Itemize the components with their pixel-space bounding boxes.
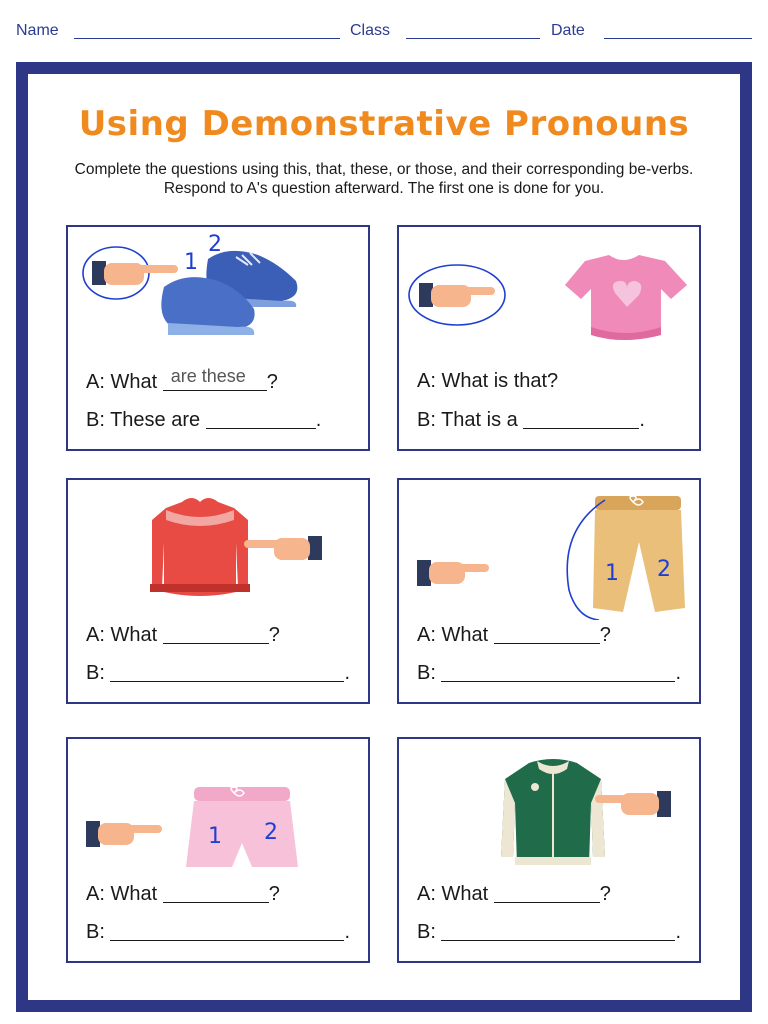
handwritten-note-1: 1 <box>208 824 222 849</box>
answer-b <box>417 408 645 432</box>
worksheet-header <box>0 0 768 60</box>
exercise-card-shorts <box>66 737 370 963</box>
pointing-hand-left-icon <box>595 791 671 817</box>
answer-b-suffix: . <box>675 921 682 943</box>
worksheet-body <box>28 74 740 1000</box>
question-a-prefix: A: What <box>86 883 163 905</box>
question-a-suffix: ? <box>599 624 611 646</box>
answer-blank-a[interactable] <box>163 366 267 391</box>
jacket-illustration <box>399 739 699 879</box>
pink-tshirt-icon <box>565 255 687 340</box>
pants-illustration <box>399 480 699 620</box>
name-field[interactable] <box>74 38 340 39</box>
answer-blank-a[interactable] <box>494 882 600 903</box>
answer-blank-a[interactable] <box>494 623 600 644</box>
question-a-suffix: ? <box>268 624 280 646</box>
answer-blank-b[interactable] <box>206 408 316 429</box>
answer-blank-b[interactable] <box>441 920 675 941</box>
answer-b <box>86 920 350 944</box>
question-a-prefix: A: What <box>417 883 494 905</box>
sneakers-icon <box>161 251 297 335</box>
name-label: Name <box>16 22 59 39</box>
answer-b-suffix: . <box>344 662 351 684</box>
answer-blank-b[interactable] <box>523 408 639 429</box>
worksheet-frame <box>16 62 752 1012</box>
question-a <box>86 623 280 647</box>
question-a-prefix: A: What <box>86 371 163 393</box>
pointing-hand-right-icon <box>417 560 489 586</box>
answer-blank-b[interactable] <box>110 920 344 941</box>
date-label: Date <box>551 22 585 39</box>
exercise-card-tshirt <box>397 225 701 451</box>
answer-blank-b[interactable] <box>441 661 675 682</box>
answer-b-prefix: B: That is a <box>417 409 524 431</box>
answer-blank-b[interactable] <box>110 661 344 682</box>
filled-answer: are these <box>170 366 246 386</box>
question-a-suffix: ? <box>268 883 280 905</box>
green-jacket-icon <box>501 759 605 865</box>
pointing-hand-right-icon <box>419 283 495 307</box>
answer-b-prefix: B: <box>86 662 111 684</box>
answer-blank-a[interactable] <box>163 882 269 903</box>
question-a <box>417 882 611 906</box>
sneakers-illustration <box>68 227 368 367</box>
answer-b-suffix: . <box>344 921 351 943</box>
sweater-illustration <box>68 480 368 620</box>
class-label: Class <box>350 22 391 39</box>
answer-b-prefix: B: <box>417 662 442 684</box>
handwritten-note-2: 2 <box>657 557 671 582</box>
answer-b-suffix: . <box>315 409 322 431</box>
pointing-hand-left-icon <box>244 536 322 560</box>
handwritten-note-2: 2 <box>264 820 278 845</box>
question-a <box>86 366 278 394</box>
handwritten-note-2: 2 <box>208 232 222 257</box>
pink-shorts-icon <box>186 787 298 867</box>
question-a-suffix: ? <box>599 883 611 905</box>
answer-blank-a[interactable] <box>163 623 269 644</box>
handwritten-note-1: 1 <box>605 561 619 586</box>
instructions: Complete the questions using this, that, these, or those, and their corresponding be-verbs. Respond to A's question afterward. The first one is done for you. <box>74 161 694 197</box>
date-field[interactable] <box>604 38 752 39</box>
answer-b <box>86 408 321 432</box>
handwritten-note-1: 1 <box>184 250 198 275</box>
exercise-card-pants <box>397 478 701 704</box>
question-a-prefix: A: What <box>86 624 163 646</box>
question-a-suffix: ? <box>266 371 278 393</box>
answer-b <box>417 661 681 685</box>
answer-b <box>417 920 681 944</box>
exercise-card-sneakers <box>66 225 370 451</box>
exercise-card-jacket <box>397 737 701 963</box>
question-a <box>417 623 611 647</box>
answer-b-suffix: . <box>639 409 645 431</box>
answer-b-suffix: . <box>675 662 682 684</box>
page-title: Using Demonstrative Pronouns <box>78 104 690 144</box>
yellow-pants-icon <box>593 496 685 612</box>
question-a-prefix: A: What <box>417 624 494 646</box>
answer-b-prefix: B: <box>417 921 442 943</box>
pointing-hand-right-icon <box>86 821 162 847</box>
answer-b-prefix: B: These are <box>86 409 206 431</box>
tshirt-illustration <box>399 227 699 367</box>
shorts-illustration <box>68 739 368 879</box>
question-a <box>86 882 280 906</box>
exercise-card-sweater <box>66 478 370 704</box>
pointing-hand-right-icon <box>92 261 178 285</box>
answer-b-prefix: B: <box>86 921 111 943</box>
red-sweater-icon <box>150 498 250 596</box>
class-field[interactable] <box>406 38 540 39</box>
question-a: A: What is that? <box>417 370 559 392</box>
answer-b <box>86 661 350 685</box>
